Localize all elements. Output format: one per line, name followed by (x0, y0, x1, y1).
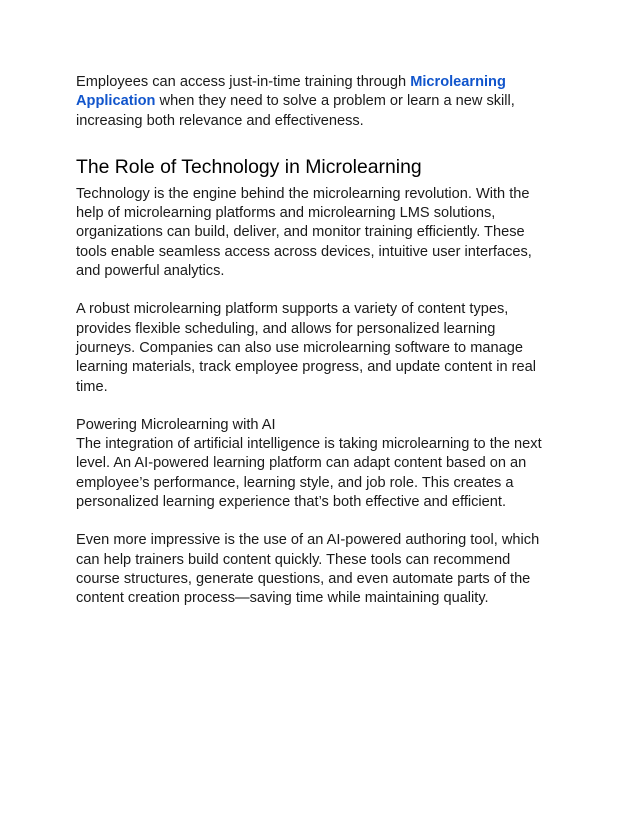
subsection-heading: Powering Microlearning with AI (76, 416, 276, 433)
intro-text-after: when they need to solve a problem or learn a new skill, increasing both relevance and effectiveness. (76, 93, 515, 129)
microlearning-application-link[interactable]: Microlearning Application (76, 74, 506, 110)
document-page (76, 73, 556, 628)
subsection-paragraph-2: Even more impressive is the use of an AI-powered authoring tool, which can help trainers build content quickly. These tools can recommend course structures, generate questions, and even automate parts of the content creation process—saving time while maintaining quality. (76, 532, 540, 607)
section-heading: The Role of Technology in Microlearning (76, 155, 422, 178)
subsection-paragraph-1: The integration of artificial intelligence is taking microlearning to the next level. An AI-powered learning platform can adapt content based on an employee’s performance, learning style, and job role. This creates a personalized learning experience that’s both effective and efficient. (76, 436, 542, 511)
intro-paragraph (76, 73, 556, 131)
section-paragraph-2: A robust microlearning platform supports a variety of content types, provides flexible scheduling, and allows for personalized learning journeys. Companies can also use microlearning software to manage learning materials, track employee progress, and update content in real time. (76, 301, 536, 395)
section-paragraph-1: Technology is the engine behind the microlearning revolution. With the help of microlearning platforms and microlearning LMS solutions, organizations can build, deliver, and monitor training efficiently. These tools enable seamless access across devices, intuitive user interfaces, and powerful analytics. (76, 185, 532, 280)
intro-text-before: Employees can access just-in-time training through (76, 74, 411, 90)
